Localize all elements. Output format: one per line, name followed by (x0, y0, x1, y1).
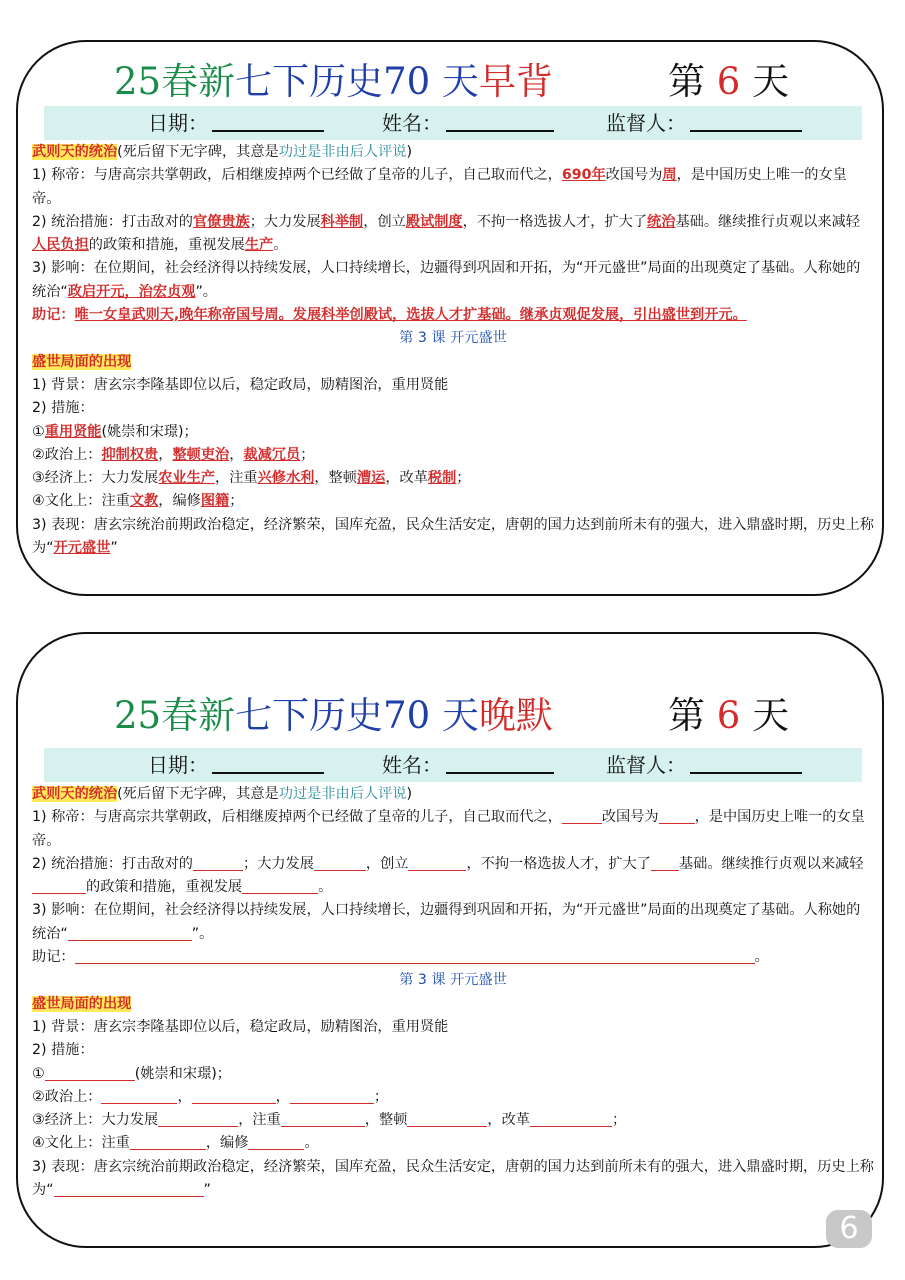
point-3: 3) 影响：在位期间，社会经济得以持续发展，人口持续增长，边疆得到巩固和开拓，为“开元盛世”局面的出现奠定了基础。人称她的统治“ ”。 (32, 902, 861, 942)
lesson-title: 第 3 课 开元盛世 (399, 972, 507, 989)
answer-blank[interactable] (314, 854, 366, 871)
answer-blank[interactable] (192, 1087, 276, 1104)
supervisor-field: 监督人： (606, 748, 802, 782)
name-field: 姓名： (382, 106, 554, 140)
measure-2: ②政治上： ， ， ； (32, 1088, 389, 1105)
answer-blank[interactable] (32, 877, 86, 894)
point-2: 2) 统治措施：打击敌对的 ；大力发展 ，创立 ，不拘一格选拔人才，扩大了 基础。继续推行贞观以来减轻的政策和措施，重视发展 。 (32, 855, 864, 896)
measure-1: ① (姚崇和宋璟)； (32, 1065, 231, 1082)
title-main: 25春新七下历史70 天早背 (114, 60, 553, 103)
point-3: 3) 影响：在位期间，社会经济得以持续发展，人口持续增长，边疆得到巩固和开拓，为“开元盛世”局面的出现奠定了基础。人称她的统治“政启开元，治宏贞观”。 (32, 260, 861, 300)
section-heading-prosperity: 盛世局面的出现 (32, 995, 132, 1012)
performance-line: 3) 表现：唐玄宗统治前期政治稳定，经济繁荣，国库充盈，民众生活安定，唐朝的国力达到前所未有的强大，进入鼎盛时期，历史上称为“开元盛世” (32, 516, 874, 557)
info-bar (44, 106, 862, 140)
supervisor-blank[interactable] (690, 748, 802, 774)
morning-recite-card (16, 40, 884, 596)
section-heading-wu-zetian: 武则天的统治(死后留下无字碑，其意是功过是非由后人评说) (32, 786, 412, 802)
supervisor-field: 监督人： (606, 106, 802, 140)
answer-blank[interactable] (54, 1180, 204, 1197)
measure-2: ②政治上：抑制权贵，整顿吏治，裁减冗员； (32, 446, 315, 463)
answer-blank[interactable] (242, 877, 318, 894)
measure-4: ④文化上：注重文教，编修图籍； (32, 493, 244, 510)
measure-4: ④文化上：注重 ，编修 。 (32, 1135, 319, 1152)
date-blank[interactable] (212, 748, 324, 774)
answer-blank[interactable] (248, 1133, 304, 1150)
answer-blank[interactable] (408, 854, 466, 871)
measures-line: 2) 措施： (32, 400, 94, 417)
title-day: 第 6 天 (668, 694, 790, 737)
answer-blank[interactable] (290, 1087, 374, 1104)
title-day: 第 6 天 (668, 60, 790, 103)
background-line: 1) 背景：唐玄宗李隆基即位以后，稳定政局，励精图治，重用贤能 (32, 376, 449, 393)
performance-line: 3) 表现：唐玄宗统治前期政治稳定，经济繁荣，国库充盈，民众生活安定，唐朝的国力达到前所未有的强大，进入鼎盛时期，历史上称为“ ” (32, 1158, 874, 1199)
name-blank[interactable] (446, 106, 554, 132)
card-content (32, 783, 874, 1202)
mnemonic: 助记： 。 (32, 949, 769, 966)
answer-blank[interactable] (101, 1087, 177, 1104)
answer-blank[interactable] (45, 1064, 135, 1081)
answer-blank[interactable] (68, 924, 192, 941)
measure-1: ①重用贤能(姚崇和宋璟)； (32, 423, 198, 440)
page-number-badge: 6 (826, 1210, 872, 1248)
answer-blank[interactable] (158, 1110, 238, 1127)
answer-blank[interactable] (562, 807, 602, 824)
answer-blank[interactable] (407, 1110, 487, 1127)
title-main: 25春新七下历史70 天晚默 (114, 694, 553, 737)
date-field: 日期： (148, 106, 324, 140)
evening-dictation-card (16, 632, 884, 1248)
lesson-title: 第 3 课 开元盛世 (399, 330, 507, 347)
measure-3: ③经济上：大力发展农业生产，注重兴修水利，整顿漕运，改革税制； (32, 470, 471, 487)
info-bar (44, 748, 862, 782)
mnemonic: 助记：唯一女皇武则天,晚年称帝国号周。发展科举创殿试，选拔人才扩基础。继承贞观促发展，引出盛世到开元。 (32, 307, 747, 324)
card-title (18, 52, 882, 112)
name-blank[interactable] (446, 748, 554, 774)
section-heading-prosperity: 盛世局面的出现 (32, 353, 132, 370)
point-2: 2) 统治措施：打击敌对的官僚贵族；大力发展科举制，创立殿试制度，不拘一格选拔人才，扩大了统治基础。继续推行贞观以来减轻人民负担的政策和措施，重视发展生产。 (32, 213, 860, 254)
answer-blank[interactable] (530, 1110, 612, 1127)
point-1: 1) 称帝：与唐高宗共掌朝政，后相继废掉两个已经做了皇帝的儿子，自己取而代之，690年改国号为周，是中国历史上唯一的女皇帝。 (32, 167, 847, 207)
background-line: 1) 背景：唐玄宗李隆基即位以后，稳定政局，励精图治，重用贤能 (32, 1018, 449, 1035)
name-field: 姓名： (382, 748, 554, 782)
mnemonic-blank[interactable] (75, 947, 755, 964)
answer-blank[interactable] (651, 854, 679, 871)
date-field: 日期： (148, 748, 324, 782)
answer-blank[interactable] (193, 854, 243, 871)
measure-3: ③经济上：大力发展 ，注重 ，整顿 ，改革 ； (32, 1112, 627, 1129)
card-content (32, 141, 874, 560)
answer-blank[interactable] (281, 1110, 365, 1127)
date-blank[interactable] (212, 106, 324, 132)
measures-line: 2) 措施： (32, 1042, 94, 1059)
supervisor-blank[interactable] (690, 106, 802, 132)
section-heading-wu-zetian: 武则天的统治(死后留下无字碑，其意是功过是非由后人评说) (32, 144, 412, 160)
card-title (18, 686, 882, 746)
point-1: 1) 称帝：与唐高宗共掌朝政，后相继废掉两个已经做了皇帝的儿子，自己取而代之， 改国号为 ，是中国历史上唯一的女皇帝。 (32, 809, 865, 849)
answer-blank[interactable] (130, 1133, 206, 1150)
answer-blank[interactable] (659, 807, 695, 824)
